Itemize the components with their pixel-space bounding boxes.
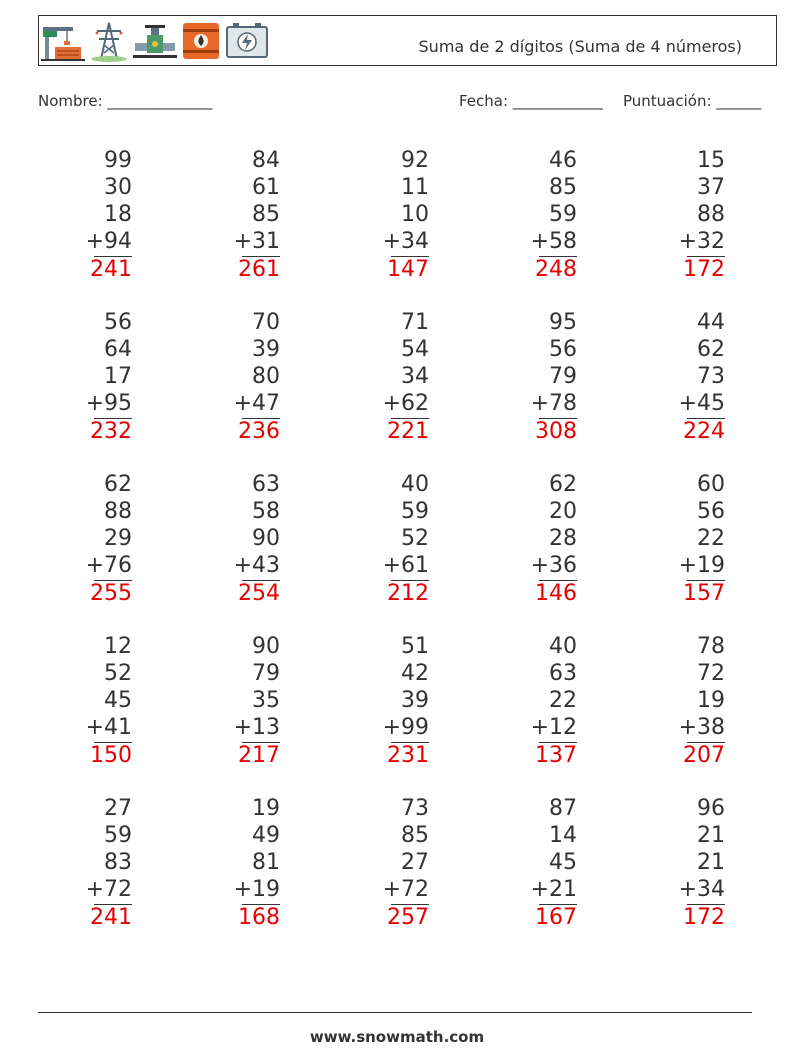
addend: 92 (401, 148, 429, 173)
addend: 56 (549, 337, 577, 362)
answer: 207 (683, 743, 725, 768)
last-addend: +38 (678, 715, 725, 740)
addition-problem (477, 309, 577, 445)
addend: 21 (697, 823, 725, 848)
addend: 72 (697, 661, 725, 686)
power-tower-icon (87, 19, 131, 63)
addend: 95 (549, 310, 577, 335)
addend: 85 (549, 175, 577, 200)
addend: 87 (549, 796, 577, 821)
addition-problem (477, 795, 577, 931)
answer: 172 (683, 257, 725, 282)
addend: 60 (697, 472, 725, 497)
addend: 58 (252, 499, 280, 524)
addition-problem (625, 633, 725, 769)
addend: 85 (401, 823, 429, 848)
addend: 81 (252, 850, 280, 875)
answer: 241 (90, 257, 132, 282)
addend: 85 (252, 202, 280, 227)
answer: 168 (238, 905, 280, 930)
last-addend: +72 (85, 877, 132, 902)
addend: 79 (549, 364, 577, 389)
answer: 254 (238, 581, 280, 606)
addend: 17 (104, 364, 132, 389)
answer: 150 (90, 743, 132, 768)
last-addend: +34 (382, 229, 429, 254)
addend: 39 (401, 688, 429, 713)
answer: 231 (387, 743, 429, 768)
addend: 18 (104, 202, 132, 227)
answer: 232 (90, 419, 132, 444)
answer: 212 (387, 581, 429, 606)
last-addend: +43 (233, 553, 280, 578)
answer: 241 (90, 905, 132, 930)
last-addend: +76 (85, 553, 132, 578)
addend: 56 (104, 310, 132, 335)
last-addend: +58 (530, 229, 577, 254)
last-addend: +99 (382, 715, 429, 740)
answer: 147 (387, 257, 429, 282)
addend: 27 (401, 850, 429, 875)
addend: 62 (549, 472, 577, 497)
addition-problem (32, 147, 132, 283)
addend: 37 (697, 175, 725, 200)
addition-problem (329, 471, 429, 607)
addend: 40 (549, 634, 577, 659)
addend: 73 (697, 364, 725, 389)
addend: 54 (401, 337, 429, 362)
addition-problem (180, 795, 280, 931)
last-addend: +78 (530, 391, 577, 416)
addend: 11 (401, 175, 429, 200)
addend: 52 (104, 661, 132, 686)
addend: 42 (401, 661, 429, 686)
last-addend: +36 (530, 553, 577, 578)
addend: 73 (401, 796, 429, 821)
addition-problem (32, 633, 132, 769)
name-field: Nombre: ______________ (38, 92, 213, 110)
answer: 167 (535, 905, 577, 930)
answer: 224 (683, 419, 725, 444)
addition-problem (329, 795, 429, 931)
addend: 14 (549, 823, 577, 848)
addend: 70 (252, 310, 280, 335)
addend: 45 (104, 688, 132, 713)
answer: 236 (238, 419, 280, 444)
addend: 61 (252, 175, 280, 200)
addition-problem (625, 795, 725, 931)
addition-problem (625, 147, 725, 283)
addend: 80 (252, 364, 280, 389)
addend: 88 (104, 499, 132, 524)
addend: 46 (549, 148, 577, 173)
addend: 15 (697, 148, 725, 173)
addend: 28 (549, 526, 577, 551)
addend: 30 (104, 175, 132, 200)
footer-divider (38, 1012, 752, 1013)
addition-problem (180, 147, 280, 283)
addition-problem (625, 309, 725, 445)
addend: 59 (549, 202, 577, 227)
addend: 59 (401, 499, 429, 524)
addend: 20 (549, 499, 577, 524)
addend: 19 (252, 796, 280, 821)
addend: 71 (401, 310, 429, 335)
last-addend: +21 (530, 877, 577, 902)
addition-problem (625, 471, 725, 607)
addend: 22 (549, 688, 577, 713)
answer: 257 (387, 905, 429, 930)
addend: 35 (252, 688, 280, 713)
last-addend: +12 (530, 715, 577, 740)
addend: 29 (104, 526, 132, 551)
last-addend: +41 (85, 715, 132, 740)
addition-problem (180, 633, 280, 769)
addend: 63 (252, 472, 280, 497)
answer: 137 (535, 743, 577, 768)
answer: 255 (90, 581, 132, 606)
header-icons (41, 19, 269, 63)
worksheet-title: Suma de 2 dígitos (Suma de 4 números) (418, 37, 742, 56)
last-addend: +62 (382, 391, 429, 416)
addend: 79 (252, 661, 280, 686)
last-addend: +19 (678, 553, 725, 578)
addend: 90 (252, 526, 280, 551)
addition-problem (329, 309, 429, 445)
addend: 52 (401, 526, 429, 551)
addend: 10 (401, 202, 429, 227)
last-addend: +34 (678, 877, 725, 902)
addend: 21 (697, 850, 725, 875)
addend: 83 (104, 850, 132, 875)
addition-problem (477, 633, 577, 769)
battery-icon (225, 19, 269, 63)
crane-icon (41, 19, 85, 63)
addend: 19 (697, 688, 725, 713)
addend: 96 (697, 796, 725, 821)
addition-problem (477, 147, 577, 283)
answer: 248 (535, 257, 577, 282)
addend: 51 (401, 634, 429, 659)
oil-barrel-icon (179, 19, 223, 63)
addition-problem (477, 471, 577, 607)
addend: 88 (697, 202, 725, 227)
addend: 84 (252, 148, 280, 173)
addend: 22 (697, 526, 725, 551)
addend: 39 (252, 337, 280, 362)
score-field: Puntuación: ______ (623, 92, 762, 110)
addition-problem (32, 795, 132, 931)
addend: 49 (252, 823, 280, 848)
addition-problem (329, 147, 429, 283)
answer: 146 (535, 581, 577, 606)
addend: 62 (697, 337, 725, 362)
addition-problem (180, 471, 280, 607)
last-addend: +95 (85, 391, 132, 416)
addend: 45 (549, 850, 577, 875)
last-addend: +13 (233, 715, 280, 740)
addition-problem (180, 309, 280, 445)
footer-site: www.snowmath.com (309, 1028, 485, 1046)
last-addend: +72 (382, 877, 429, 902)
addition-problem (32, 471, 132, 607)
addend: 27 (104, 796, 132, 821)
addend: 40 (401, 472, 429, 497)
answer: 157 (683, 581, 725, 606)
addend: 44 (697, 310, 725, 335)
pipeline-valve-icon (133, 19, 177, 63)
header-box (38, 15, 777, 66)
last-addend: +31 (233, 229, 280, 254)
answer: 172 (683, 905, 725, 930)
last-addend: +61 (382, 553, 429, 578)
addend: 99 (104, 148, 132, 173)
addition-problem (32, 309, 132, 445)
last-addend: +32 (678, 229, 725, 254)
answer: 308 (535, 419, 577, 444)
answer: 261 (238, 257, 280, 282)
addend: 90 (252, 634, 280, 659)
last-addend: +94 (85, 229, 132, 254)
addend: 78 (697, 634, 725, 659)
answer: 221 (387, 419, 429, 444)
date-field: Fecha: ____________ (459, 92, 603, 110)
addend: 56 (697, 499, 725, 524)
addend: 63 (549, 661, 577, 686)
addend: 59 (104, 823, 132, 848)
addend: 62 (104, 472, 132, 497)
addend: 12 (104, 634, 132, 659)
last-addend: +45 (678, 391, 725, 416)
addend: 64 (104, 337, 132, 362)
last-addend: +47 (233, 391, 280, 416)
addition-problem (329, 633, 429, 769)
addend: 34 (401, 364, 429, 389)
last-addend: +19 (233, 877, 280, 902)
answer: 217 (238, 743, 280, 768)
